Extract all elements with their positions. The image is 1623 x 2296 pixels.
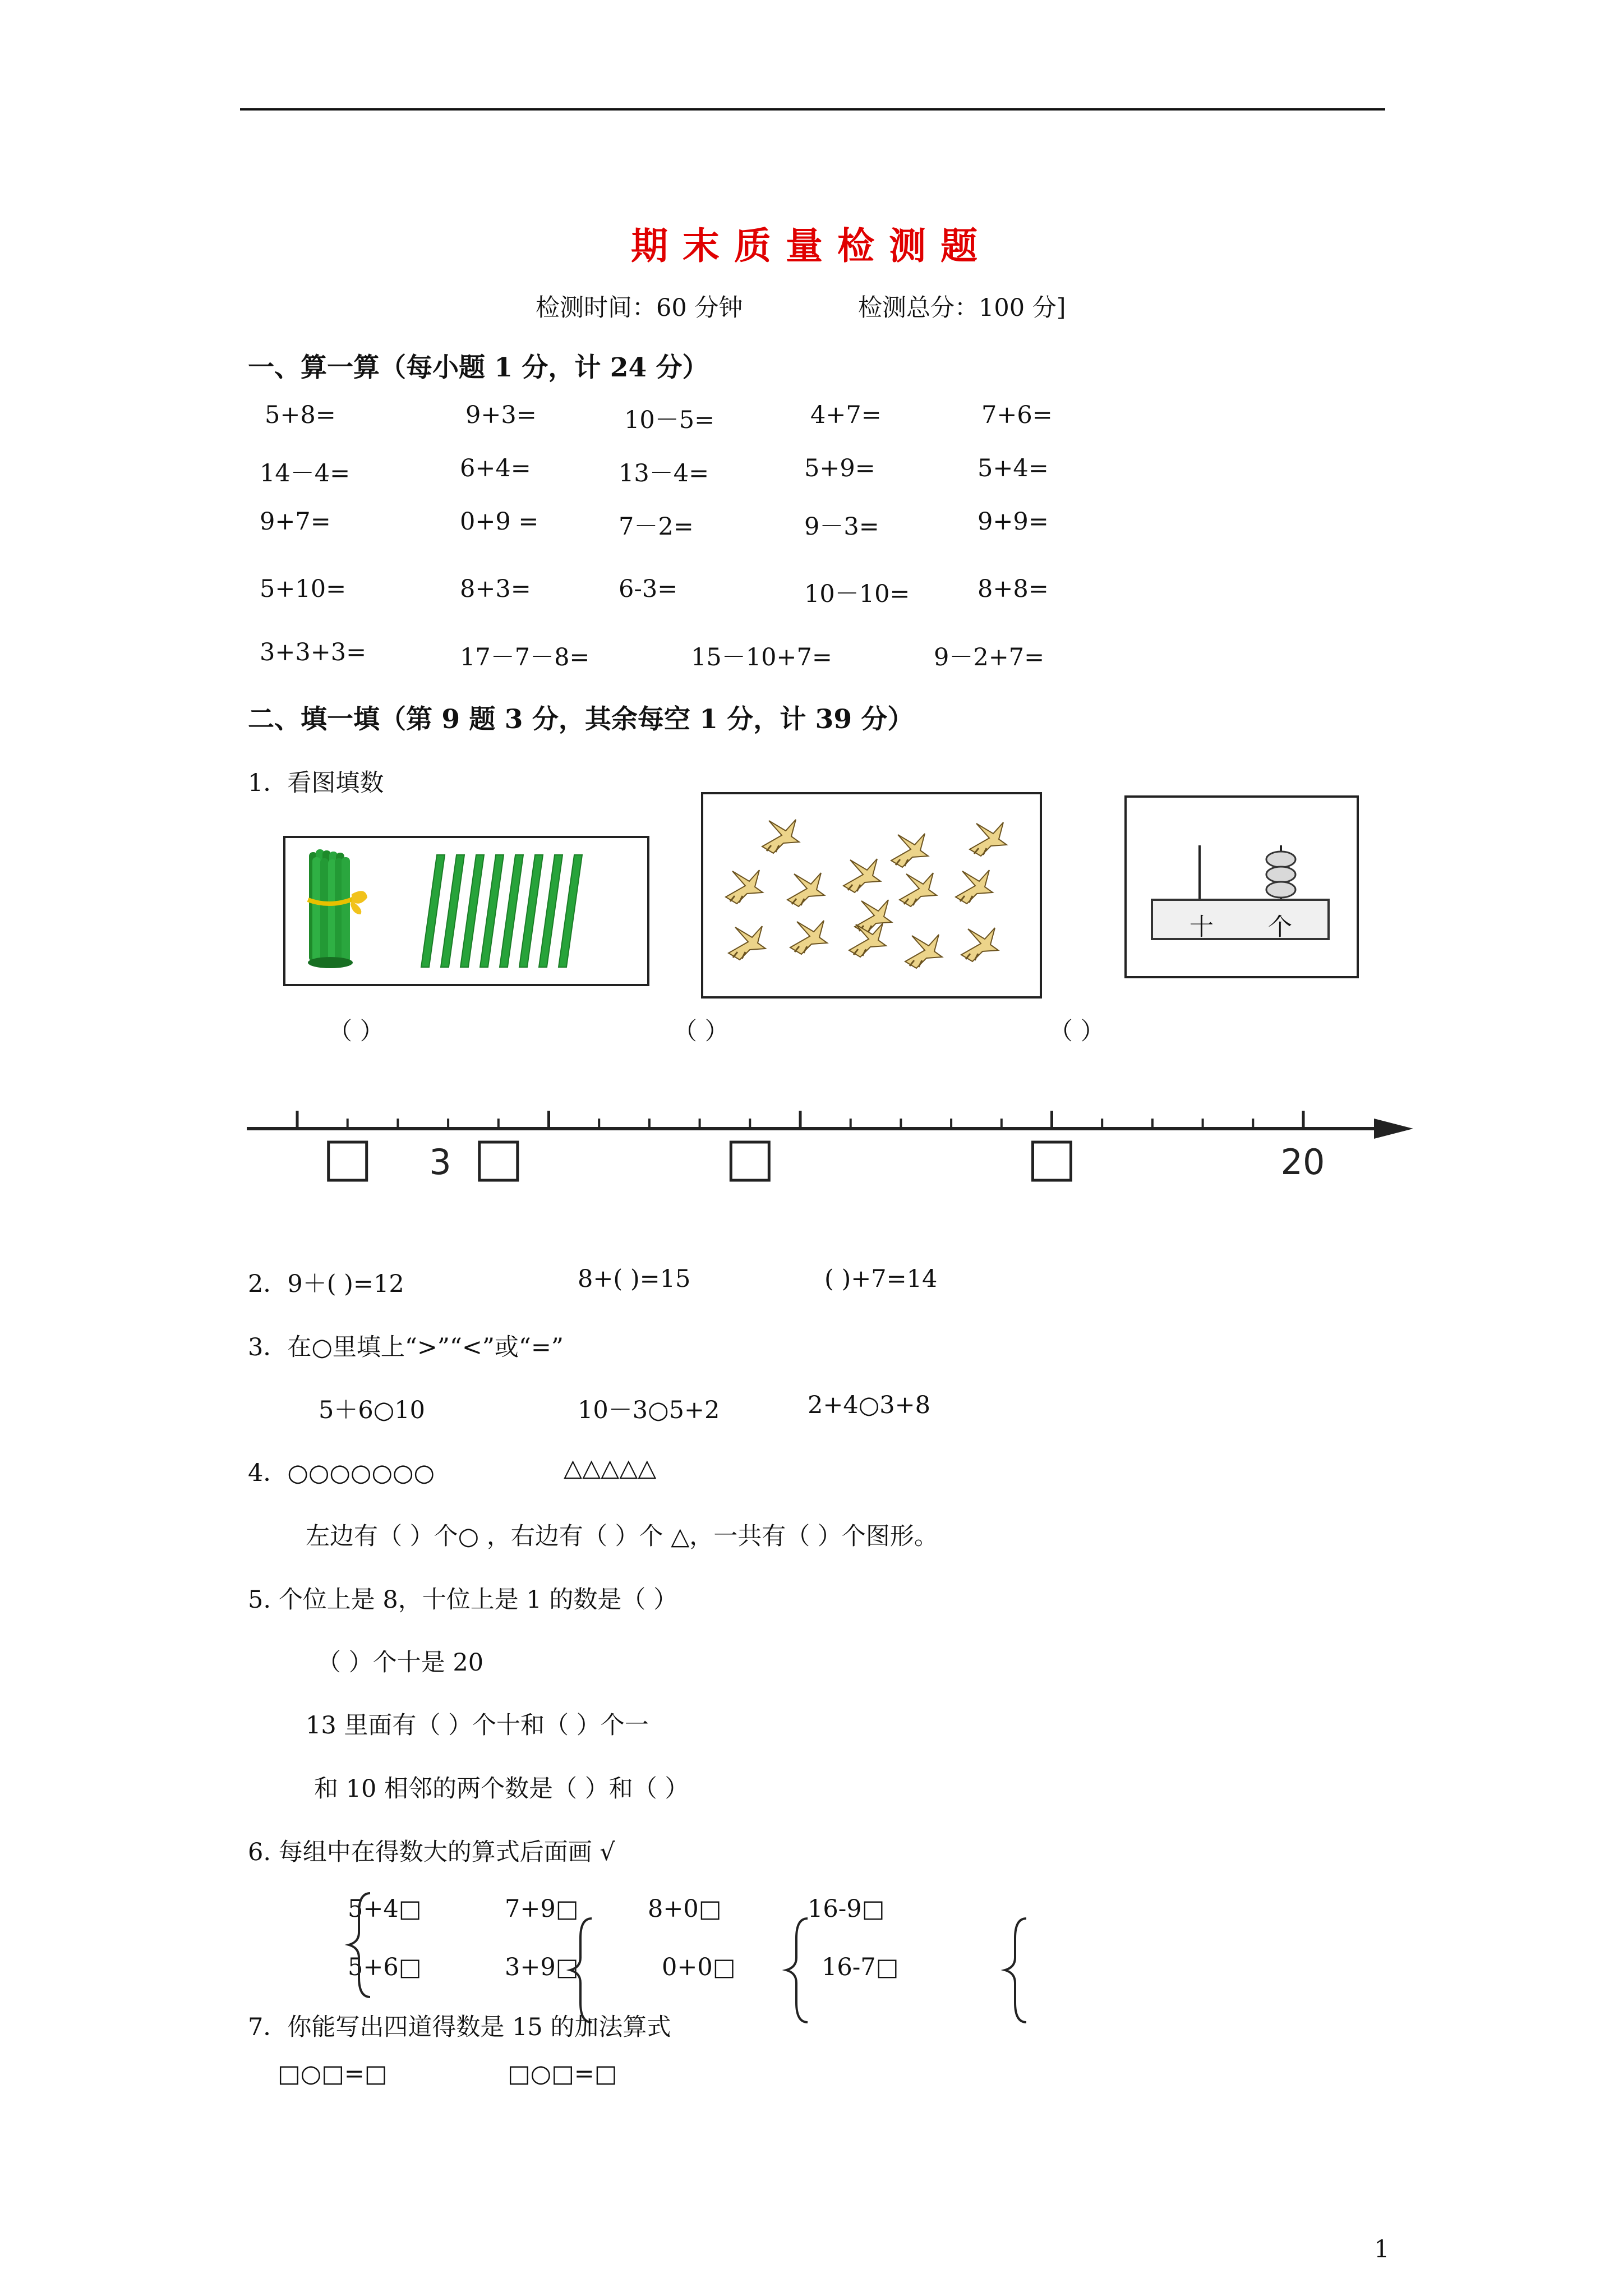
number-line — [247, 1094, 1424, 1200]
birds-drawing — [703, 794, 1040, 996]
q2-item: 8+( )=15 — [578, 1265, 691, 1293]
q6-expr: 5+6□ — [348, 1953, 422, 1981]
abacus-tens-label: 十 — [1189, 913, 1214, 941]
q4-triangles: △△△△△ — [564, 1454, 657, 1482]
q2-item: 2．9＋( )=12 — [248, 1270, 404, 1298]
number-label-3: 3 — [429, 1142, 451, 1182]
number-blank-box[interactable] — [1033, 1142, 1071, 1180]
abacus-drawing — [1127, 798, 1357, 976]
q5-line: （ ）个十是 20 — [317, 1649, 484, 1677]
problem: 0+9 = — [460, 508, 539, 536]
problem: 10－10= — [804, 580, 910, 608]
problem: 13－4= — [619, 459, 709, 487]
page-number: 1 — [1374, 2235, 1390, 2263]
q3-label: 3．在○里填上“>”“<”或“=” — [248, 1333, 564, 1361]
problem: 15－10+7= — [691, 643, 832, 671]
arrow-head-icon — [1374, 1119, 1413, 1139]
sticks-picture — [283, 836, 649, 986]
number-label-20: 20 — [1280, 1142, 1325, 1182]
problem: 7－2= — [619, 513, 694, 541]
problem: 17－7－8= — [460, 643, 590, 671]
problem: 3+3+3= — [260, 638, 367, 666]
number-blank-box[interactable] — [329, 1142, 367, 1180]
problem: 9+7= — [260, 508, 331, 536]
problem: 9+3= — [465, 401, 537, 429]
problem: 4+7= — [810, 401, 882, 429]
q6-expr: 3+9□ — [505, 1953, 579, 1981]
problem: 10－5= — [624, 406, 715, 434]
abacus-picture — [1124, 795, 1359, 978]
bead-icon — [1266, 852, 1295, 898]
q2-item: ( )+7=14 — [824, 1265, 938, 1293]
q6-expr: 5+4□ — [348, 1895, 422, 1923]
q5-line: 5. 个位上是 8，十位上是 1 的数是（ ） — [248, 1586, 678, 1614]
q5-line: 和 10 相邻的两个数是（ ）和（ ） — [314, 1775, 689, 1803]
birds-picture — [701, 792, 1042, 999]
brace-icon — [349, 1893, 370, 1997]
problem: 8+3= — [460, 575, 531, 603]
brace-icon — [570, 1918, 592, 2022]
group-braces — [336, 1890, 1038, 2025]
bird-icons — [726, 820, 1007, 968]
q7-label: 7．你能写出四道得数是 15 的加法算式 — [248, 2013, 671, 2041]
q1-label: 1．看图填数 — [248, 769, 384, 797]
brace-icon — [1005, 1918, 1026, 2022]
sticks-drawing — [285, 838, 647, 984]
problem: 6-3= — [619, 575, 678, 603]
abacus-ones-label: 个 — [1268, 913, 1292, 941]
q3-item: 2+4○3+8 — [808, 1391, 931, 1419]
header-rule — [240, 108, 1385, 111]
q3-item: 10－3○5+2 — [578, 1396, 720, 1424]
q7-template: □○□=□ — [508, 2060, 617, 2088]
exam-time: 检测时间：60 分钟 — [536, 294, 743, 322]
problem: 5+10= — [260, 575, 347, 603]
q4-circles: 4．○○○○○○○ — [248, 1459, 435, 1487]
brace-icon — [786, 1918, 808, 2022]
answer-blank[interactable]: （ ） — [1049, 1018, 1105, 1046]
section2-heading: 二、填一填（第 9 题 3 分，其余每空 1 分，计 39 分） — [248, 704, 914, 735]
problem: 9－3= — [804, 513, 879, 541]
number-blank-box[interactable] — [479, 1142, 518, 1180]
loose-sticks-icon — [421, 855, 582, 967]
stick-bundle-icon — [308, 849, 367, 968]
exam-score: 检测总分：100 分] — [858, 294, 1066, 322]
problem: 14－4= — [260, 459, 351, 487]
q6-expr: 16-7□ — [822, 1953, 899, 1981]
section1-heading: 一、算一算（每小题 1 分，计 24 分） — [248, 352, 709, 383]
problem: 8+8= — [978, 575, 1049, 603]
q4-text: 左边有（ ）个○ ，右边有（ ）个 △，一共有（ ）个图形。 — [306, 1522, 938, 1550]
problem: 9－2+7= — [934, 643, 1045, 671]
q6-expr: 16-9□ — [808, 1895, 885, 1923]
q6-expr: 7+9□ — [505, 1895, 579, 1923]
answer-blank[interactable]: （ ） — [673, 1018, 729, 1046]
q6-label: 6. 每组中在得数大的算式后面画 √ — [248, 1838, 615, 1866]
problem: 5+8= — [265, 401, 336, 429]
problem: 7+6= — [981, 401, 1053, 429]
q3-item: 5＋6○10 — [319, 1396, 425, 1424]
q6-expr: 8+0□ — [648, 1895, 722, 1923]
q7-template: □○□=□ — [278, 2060, 388, 2088]
q6-expr: 0+0□ — [662, 1953, 736, 1981]
problem: 5+4= — [978, 454, 1049, 482]
answer-blank[interactable]: （ ） — [328, 1018, 384, 1046]
problem: 6+4= — [460, 454, 531, 482]
number-blank-box[interactable] — [731, 1142, 769, 1180]
page-title: 期末质量检测题 — [631, 224, 992, 268]
tick-marks — [297, 1111, 1303, 1129]
problem: 5+9= — [804, 454, 875, 482]
q5-line: 13 里面有（ ）个十和（ ）个一 — [306, 1711, 649, 1740]
problem: 9+9= — [978, 508, 1049, 536]
